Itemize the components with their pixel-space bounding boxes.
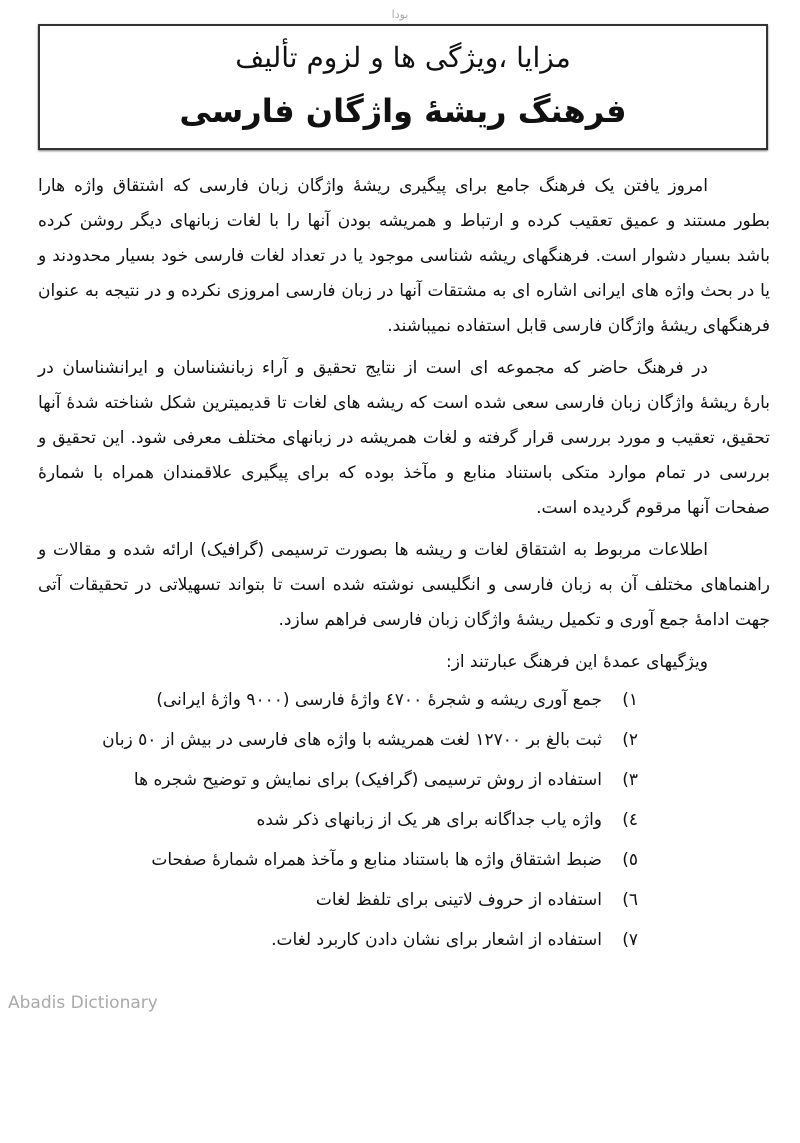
watermark: Abadis Dictionary [8,993,158,1013]
title-box [38,24,768,150]
features-intro: ویژگیهای عمدهٔ این فرهنگ عبارتند از: [445,652,708,672]
feature-text: ثبت بالغ بر ١٢٧٠٠ لغت همریشه با واژه های فارسی در بیش از ٥٠ زبان [102,730,602,750]
paragraph-1-line: امروز یافتن یک فرهنگ جامع برای پیگیری ریشهٔ واژگان زبان فارسی که اشتقاق واژه هارا [38,176,708,196]
feature-number: ۲) [622,730,638,750]
feature-number: ٥) [622,850,638,870]
paragraph-1-line: یا در بحث واژه های ایرانی اشاره ای به مشتقات آنها در زبان فارسی امروزی نکرده و در نتیجه به عنوان [38,281,770,301]
feature-number: ۷) [622,930,638,950]
paragraph-3-line: اطلاعات مربوط به اشتقاق لغات و ریشه ها بصورت ترسیمی (گرافیک) ارائه شده و مقالات و [38,540,708,560]
paragraph-3-line: راهنماهای مختلف آن به زبان فارسی و انگلیسی نوشته شده است تا بتواند تسهیلاتی در تحقیقات آتی [38,575,770,595]
feature-number: ٦) [622,890,638,910]
paragraph-1-line: فرهنگهای ریشهٔ واژگان فارسی قابل استفاده نمیباشند. [387,316,770,336]
feature-number: ۱) [622,690,638,710]
paragraph-2-line: در فرهنگ حاضر که مجموعه ای است از نتایج تحقیق و آراء زبانشناسان و ایرانشناسان در [38,358,708,378]
paragraph-1-line: بطور مستند و عمیق تعقیب کرده و ارتباط و همریشه بودن آنها را با لغات زبانهای دیگر روشن کرده [38,211,770,231]
document-body [38,174,770,952]
feature-number: ٤) [622,810,638,830]
paragraph-3 [38,538,770,632]
paragraph-3-line: جهت ادامهٔ جمع آوری و تکمیل ریشهٔ واژگان زبان فارسی فراهم سازد. [278,610,770,630]
feature-text: واژه یاب جداگانه برای هر یک از زبانهای ذکر شده [256,810,602,830]
paragraph-2 [38,356,770,520]
paragraph-2-line: صفحات آنها مرقوم گردیده است. [536,498,770,518]
paragraph-2-line: تحقیق، تعقیب و مورد بررسی قرار گرفته و لغات همریشه در زبانهای مختلف معرفی شود. این تحقیق و [38,428,770,448]
paragraph-2-line: بارهٔ ریشهٔ واژگان زبان فارسی سعی شده است که ریشه های لغات تا قدیمیترین شکل شناخته شدهٔ آنها [38,393,770,413]
feature-number: ۳) [622,770,638,790]
feature-item [78,888,638,912]
feature-text: جمع آوری ریشه و شجرهٔ ٤٧٠٠ واژهٔ فارسی (٩٠٠٠ واژهٔ ایرانی) [156,690,602,710]
feature-item [78,848,638,872]
feature-text: ضبط اشتقاق واژه ها باستناد منابع و مآخذ همراه شمارهٔ صفحات [151,850,602,870]
feature-text: استفاده از حروف لاتینی برای تلفظ لغات [315,890,602,910]
paragraph-2-line: بررسی در تمام موارد متکی باستناد منابع و مآخذ بوده که برای پیگیری علاقمندان همراه با شمارهٔ [38,463,770,483]
features-list [78,688,638,952]
feature-item [78,688,638,712]
feature-text: استفاده از روش ترسیمی (گرافیک) برای نمایش و توضیح شجره ها [133,770,602,790]
feature-item [78,768,638,792]
feature-text: استفاده از اشعار برای نشان دادن کاربرد لغات. [271,930,602,950]
feature-item [78,928,638,952]
paragraph-1-line: باشد بسیار دشوار است. فرهنگهای ریشه شناسی موجود یا در تعداد لغات فارسی خود بسیار محدودند و [38,246,770,266]
feature-item [78,728,638,752]
title-line-1: مزایا ،ویژگی ها و لزوم تألیف [235,41,571,74]
feature-item [78,808,638,832]
paragraph-1 [38,174,770,338]
title-line-2: فرهنگ ریشهٔ واژگان فارسی [179,92,627,130]
top-mark: بودا [391,8,409,21]
